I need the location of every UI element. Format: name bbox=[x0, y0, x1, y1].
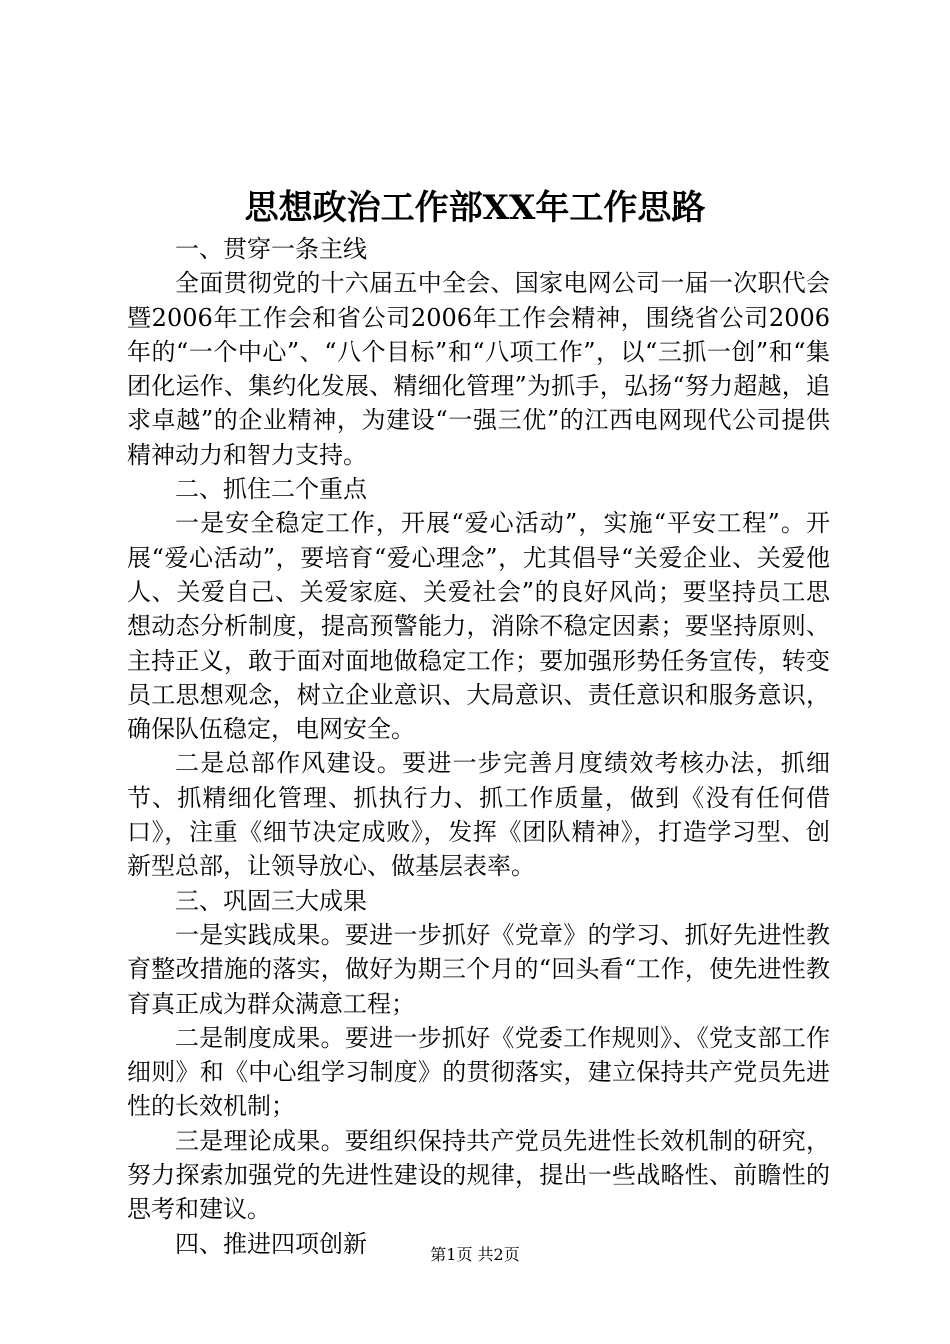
paragraph-theory-results: 三是理论成果。要组织保持共产党员先进性长效机制的研究，努力探索加强党的先进性建设的规律，提出一些战略性、前瞻性的思考和建议。 bbox=[127, 1126, 830, 1224]
paragraph-safety-stability: 一是安全稳定工作，开展“爱心活动”，实施“平安工程”。开展“爱心活动”，要培育“爱心理念”，尤其倡导“关爱企业、关爱他人、关爱自己、关爱家庭、关爱社会”的良好风尚；要坚持员工思想动态分析制度，提高预警能力，消除不稳定因素；要坚持原则、主持正义，敢于面对面地做稳定工作；要加强形势任务宣传，转变员工思想观念，树立企业意识、大局意识、责任意识和服务意识，确保队伍稳定，电网安全。 bbox=[127, 509, 830, 744]
page-title: 思想政治工作部XX年工作思路 bbox=[244, 188, 706, 228]
paragraph-system-results: 二是制度成果。要进一步抓好《党委工作规则》、《党支部工作细则》和《中心组学习制度》的贯彻落实，建立保持共产党员先进性的长效机制； bbox=[127, 1023, 830, 1121]
section-heading-4: 四、推进四项创新 bbox=[175, 1229, 367, 1258]
document-body bbox=[127, 232, 830, 1261]
page-footer: 第1页 共2页 bbox=[430, 1245, 520, 1264]
section-heading-2: 二、抓住二个重点 bbox=[175, 475, 367, 504]
section-heading-3: 三、巩固三大成果 bbox=[175, 886, 367, 915]
paragraph-practice-results: 一是实践成果。要进一步抓好《党章》的学习、抓好先进性教育整改措施的落实，做好为期三个月的“回头看“工作，使先进性教育真正成为群众满意工程； bbox=[127, 920, 830, 1018]
paragraph-main-line: 全面贯彻党的十六届五中全会、国家电网公司一届一次职代会暨2006年工作会和省公司2006年工作会精神，围绕省公司2006年的“一个中心”、“八个目标”和“八项工作”，以“三抓一创”和“集团化运作、集约化发展、精细化管理”为抓手，弘扬“努力超越，追求卓越”的企业精神，为建设“一强三优”的江西电网现代公司提供精神动力和智力支持。 bbox=[127, 269, 830, 469]
section-heading-1: 一、贯穿一条主线 bbox=[175, 235, 367, 263]
paragraph-work-style: 二是总部作风建设。要进一步完善月度绩效考核办法，抓细节、抓精细化管理、抓执行力、抓工作质量，做到《没有任何借口》，注重《细节决定成败》，发挥《团队精神》，打造学习型、创新型总部，让领导放心、做基层表率。 bbox=[127, 749, 830, 881]
